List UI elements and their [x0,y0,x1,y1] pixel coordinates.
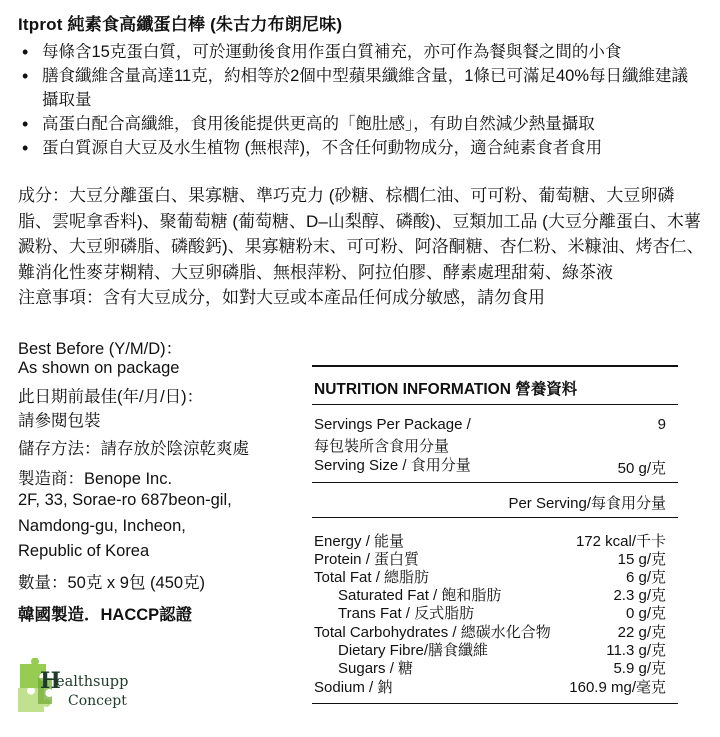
nutrient-energy-label: Energy / 能量 [314,533,405,550]
origin-certification: 韓國製造．HACCP認證 [18,606,193,624]
feature-item: • 膳食纖維含量高達11克，約相等於2個中型蘋果纖維含量，1條已可滿足40%每日纖維建議攝取量 [20,64,700,112]
manufacturer: 製造商：Benope Inc. [18,470,173,488]
nutrient-total-fat-label: Total Fat / 總脂肪 [314,569,430,586]
table-rule [312,482,678,483]
nutrient-saturated-fat-label: Saturated Fat / 飽和脂肪 [338,587,502,604]
nutrient-sodium-value: 160.9 mg/毫克 [569,679,666,696]
nutrient-sodium-label: Sodium / 鈉 [314,679,393,696]
serving-size-value: 50 g/克 [617,460,666,477]
servings-value: 9 [657,416,666,433]
nutrient-trans-fat-value: 0 g/克 [625,605,666,622]
address-line: 2F, 33, Sorae-ro 687beon-gil, [18,491,232,509]
nutrient-saturated-fat-value: 2.3 g/克 [613,587,666,604]
nutrient-sugars-label: Sugars / 糖 [338,660,414,677]
quantity: 數量：50克 x 9包 (450克) [18,574,206,592]
servings-label-en: Servings Per Package / [314,416,471,433]
feature-list [20,40,700,160]
best-before-zh-value: 請參閱包裝 [18,412,101,430]
feature-item: • 蛋白質源自大豆及水生植物 (無根萍)，不含任何動物成分，適合純素食者食用 [20,136,700,160]
nutrition-header: NUTRITION INFORMATION 營養資料 [314,381,578,398]
healthsupp-logo [16,656,146,718]
feature-item: • 每條含15克蛋白質，可於運動後食用作蛋白質補充，亦可作為餐與餐之間的小食 [20,40,700,64]
best-before-label: Best Before (Y/M/D)： [18,340,183,358]
nutrient-protein-value: 15 g/克 [617,551,666,568]
logo-name: ealthsupp [56,674,129,690]
servings-label-zh: 每包裝所含食用分量 [314,438,450,455]
table-rule [312,365,678,367]
table-rule [312,703,678,704]
nutrient-sugars-value: 5.9 g/克 [613,660,666,677]
product-title: Itprot 純素食高纖蛋白棒 (朱古力布朗尼味) [18,15,343,34]
nutrient-total-fat-value: 6 g/克 [625,569,666,586]
nutrient-trans-fat-label: Trans Fat / 反式脂肪 [338,605,475,622]
serving-size-label: Serving Size / 食用分量 [314,457,471,474]
nutrient-energy-value: 172 kcal/千卡 [575,533,666,550]
allergy-notice: 注意事項：含有大豆成分，如對大豆或本產品任何成分敏感，請勿食用 [18,288,545,308]
best-before-value: As shown on package [18,359,180,377]
ingredients-text: 成分：大豆分離蛋白、果寡糖、準巧克力 (砂糖、棕櫚仁油、可可粉、葡萄糖、大豆卵磷脂、雲呢拿香料)、聚葡萄糖 (葡萄糖、D–山梨醇、磷酸)、豆類加工品 (大豆分離蛋白、木薯澱粉、大豆卵磷脂、磷酸鈣)、果寡糖粉末、可可粉、阿洛酮糖、杏仁粉、米糠油、烤杏仁、難消化性麥芽糊精、大豆卵磷脂、無根萍粉、阿拉伯膠、酵素處理甜菊、綠茶液 [18,186,704,282]
nutrient-carbs-value: 22 g/克 [617,624,666,641]
nutrient-fibre-label: Dietary Fibre/膳食纖維 [338,642,489,659]
logo-initial: H [40,668,61,694]
nutrient-carbs-label: Total Carbohydrates / 總碳水化合物 [314,624,551,641]
nutrient-fibre-value: 11.3 g/克 [606,642,666,659]
best-before-zh-label: 此日期前最佳(年/月/日)： [18,388,204,406]
address-line: Republic of Korea [18,542,150,560]
logo-tagline: Concept [68,693,127,709]
table-rule [312,517,678,518]
nutrient-protein-label: Protein / 蛋白質 [314,551,420,568]
feature-item: • 高蛋白配合高纖維，食用後能提供更高的「飽肚感」，有助自然減少熱量攝取 [20,112,700,136]
table-rule [312,404,678,405]
ingredients-block [18,183,708,311]
address-line: Namdong-gu, Incheon, [18,517,186,535]
per-serving-header: Per Serving/每食用分量 [508,495,666,512]
storage-instructions: 儲存方法：請存放於陰涼乾爽處 [18,440,249,458]
